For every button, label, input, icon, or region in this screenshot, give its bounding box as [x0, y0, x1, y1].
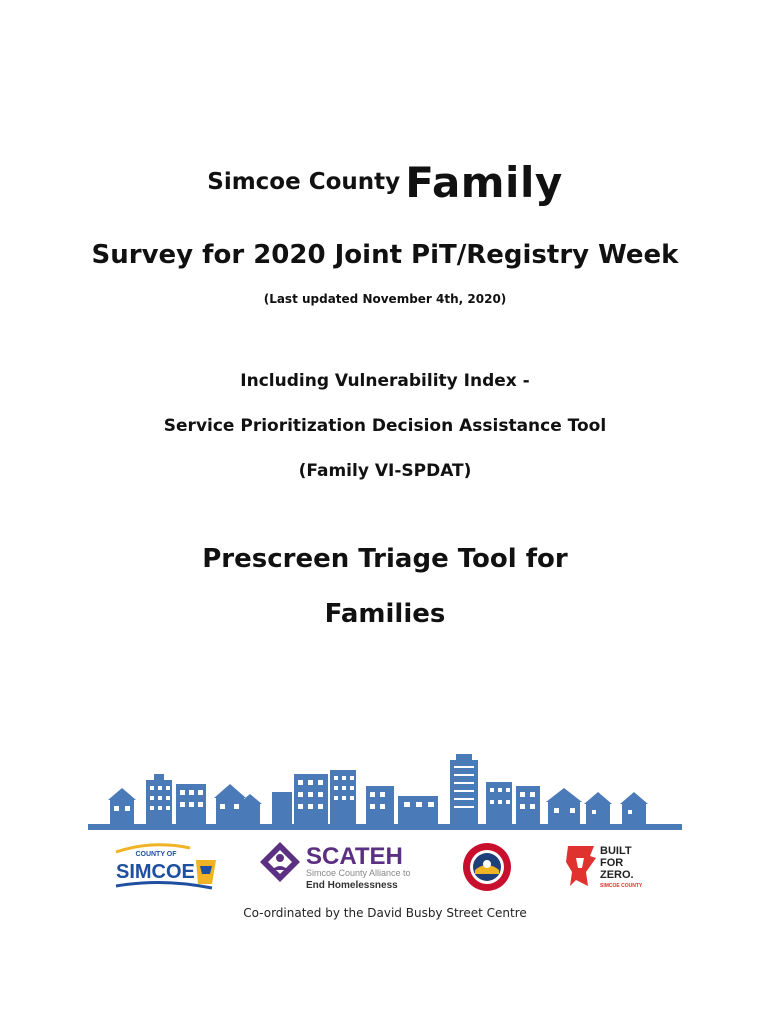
svg-text:FOR: FOR: [600, 857, 624, 869]
title-emphasis: Family: [405, 158, 563, 207]
svg-text:End Homelessness: End Homelessness: [306, 880, 398, 891]
svg-text:SCATEH: SCATEH: [306, 843, 403, 870]
svg-text:BUILT: BUILT: [600, 845, 632, 857]
svg-text:COUNTY OF: COUNTY OF: [135, 851, 177, 858]
svg-text:ZERO.: ZERO.: [600, 869, 634, 881]
svg-text:SIMCOE: SIMCOE: [116, 861, 195, 883]
document-title: [0, 158, 770, 207]
svg-text:SIMCOE COUNTY: SIMCOE COUNTY: [600, 883, 643, 889]
svg-text:Simcoe County Alliance to: Simcoe County Alliance to: [306, 868, 410, 878]
title-prefix: Simcoe County: [207, 169, 401, 195]
including-line-3: (Family VI-SPDAT): [298, 461, 472, 481]
city-skyline-illustration: [88, 752, 682, 832]
street-centre-seal-logo: [462, 842, 512, 892]
prescreen-heading-2: Families: [324, 599, 446, 629]
including-line-2: Service Prioritization Decision Assistance Tool: [163, 416, 607, 436]
prescreen-heading: Prescreen Triage Tool for: [202, 544, 568, 574]
coordinated-by-footer: Co-ordinated by the David Busby Street Centre: [243, 906, 527, 920]
built-for-zero-logo: [566, 842, 656, 892]
last-updated-note: (Last updated November 4th, 2020): [263, 292, 507, 306]
survey-subtitle: Survey for 2020 Joint PiT/Registry Week: [91, 240, 679, 270]
county-of-simcoe-logo: [112, 838, 224, 894]
including-line-1: Including Vulnerability Index -: [240, 371, 530, 391]
scateh-logo: [258, 840, 410, 894]
